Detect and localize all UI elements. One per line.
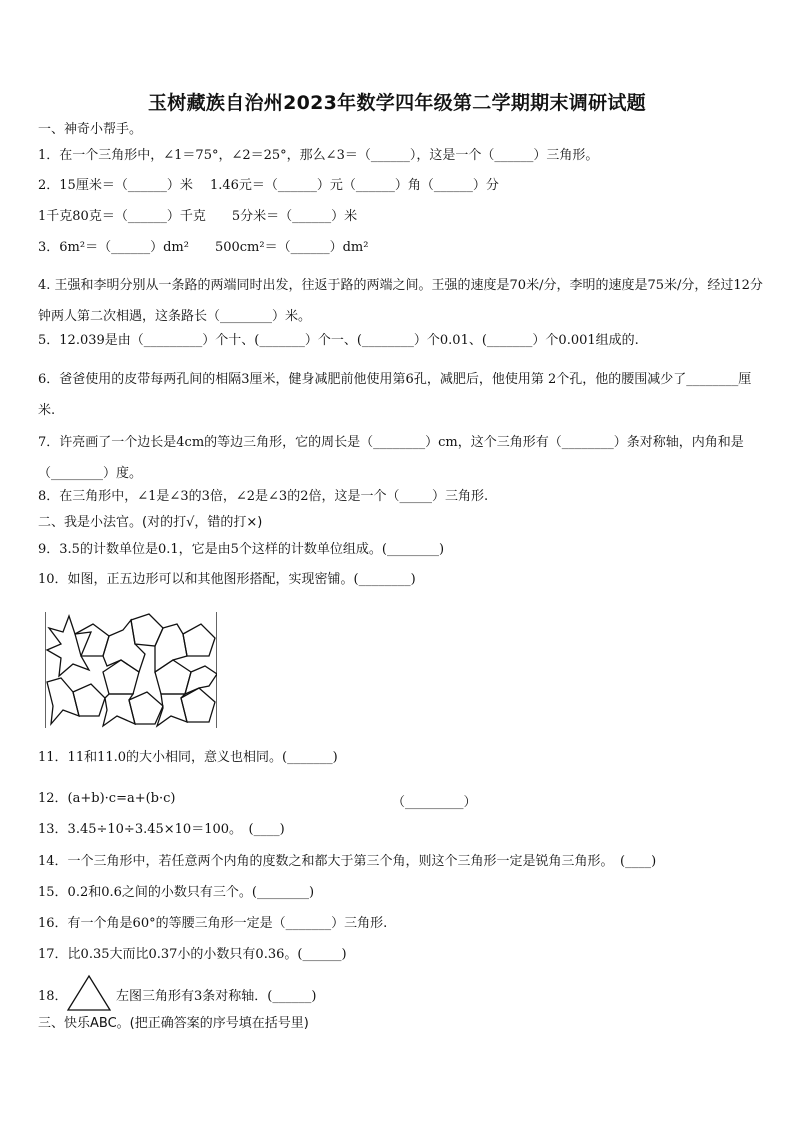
section-heading-1: 一、神奇小帮手。: [38, 122, 143, 137]
question-15: 15．0.2和0.6之间的小数只有三个。(________): [38, 885, 315, 900]
pentagon-shape: [155, 660, 191, 694]
question-2a: 2．15厘米＝（______）米 1.46元＝（______）元（______）角（______）分: [38, 178, 499, 193]
star-shape: [155, 624, 187, 672]
question-16: 16．有一个角是60°的等腰三角形一定是（_______）三角形.: [38, 916, 388, 931]
question-13: 13．3.45÷10÷3.45×10＝100。 (____): [38, 822, 285, 837]
question-3: 3．6m²＝（______）dm² 500cm²＝（______）dm²: [38, 240, 369, 255]
question-17: 17．比0.35大而比0.37小的小数只有0.36。(______): [38, 947, 347, 962]
pentagon-shape: [183, 624, 215, 656]
star-shape: [47, 616, 91, 676]
section-heading-3: 三、快乐ABC。(把正确答案的序号填在括号里): [38, 1016, 309, 1031]
question-14: 14．一个三角形中，若任意两个内角的度数之和都大于第三个角，则这个三角形一定是锐角三角形。 (____): [38, 854, 657, 869]
question-8: 8．在三角形中，∠1是∠3的3倍，∠2是∠3的2倍，这是一个（_____）三角形.: [38, 489, 489, 504]
question-2b: 1千克80克＝（______）千克 5分米＝（______）米: [38, 209, 358, 224]
star-shape: [103, 694, 135, 726]
question-5: 5．12.039是由（_________）个十、(_______）个一、(________）个0.01、(_______）个0.001组成的.: [38, 333, 639, 348]
question-18-number: 18．: [38, 989, 68, 1004]
question-7: 7．许亮画了一个边长是4cm的等边三角形，它的周长是（________）cm，这个三角形有（________）条对称轴，内角和是（________）度。: [38, 435, 744, 481]
triangle-figure: [66, 974, 112, 1012]
question-12: 12．(a+b)·c=a+(b·c): [38, 791, 176, 806]
question-9: 9．3.5的计数单位是0.1，它是由5个这样的计数单位组成。(________): [38, 542, 445, 557]
question-1: 1．在一个三角形中，∠1＝75°，∠2＝25°，那么∠3＝（______），这是一个（______）三角形。: [38, 148, 599, 163]
pentagon-tiling-figure: [45, 612, 217, 728]
question-4: 4. 王强和李明分别从一条路的两端同时出发，往返于路的两端之间。王强的速度是70米/分，李明的速度是75米/分，经过12分钟两人第二次相遇，这条路长（________）米。: [38, 278, 763, 324]
star-shape: [103, 620, 145, 672]
star-shape: [47, 678, 79, 724]
question-11: 11．11和11.0的大小相同，意义也相同。(_______): [38, 750, 338, 765]
pentagon-shape: [131, 614, 163, 646]
question-12-answer-bracket: （_________）: [392, 795, 477, 810]
question-6: 6．爸爸使用的皮带每两孔间的相隔3厘米，健身减肥前他使用第6孔，减肥后，他使用第 2个孔，他的腰围减少了________厘米.: [38, 372, 752, 418]
section-heading-2: 二、我是小法官。(对的打√，错的打×): [38, 515, 263, 530]
page-title: 玉树藏族自治州2023年数学四年级第二学期期末调研试题: [148, 92, 646, 114]
question-18-text: 左图三角形有3条对称轴．(______): [116, 989, 317, 1004]
question-10: 10．如图，正五边形可以和其他图形搭配，实现密铺。(________): [38, 572, 416, 587]
